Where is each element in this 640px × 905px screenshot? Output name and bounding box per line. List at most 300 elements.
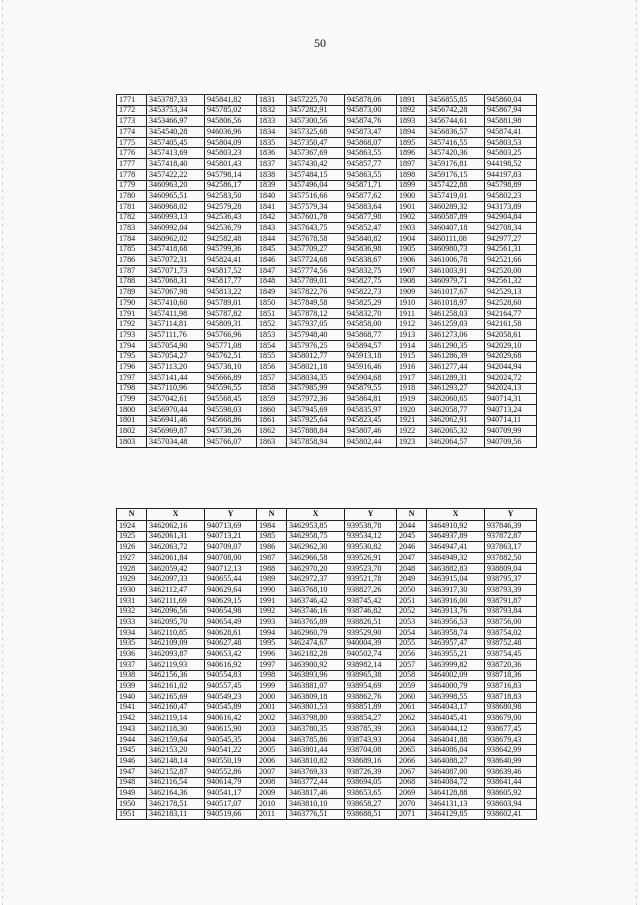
table-row (117, 223, 537, 234)
y-coordinate-cell: 945864,81 (345, 394, 397, 405)
x-coordinate-cell: 3461290,35 (427, 340, 485, 351)
point-number-cell: 1918 (397, 383, 427, 394)
x-coordinate-cell: 3460992,04 (147, 223, 205, 234)
point-number-cell: 1787 (117, 266, 147, 277)
y-coordinate-cell: 945863,55 (345, 148, 397, 159)
point-number-cell: 1893 (397, 116, 427, 127)
table-row (117, 617, 537, 628)
point-number-cell: 1908 (397, 276, 427, 287)
y-coordinate-cell: 945802,23 (485, 191, 537, 202)
point-number-cell: 1916 (397, 362, 427, 373)
table-row (117, 766, 537, 777)
point-number-cell: 1911 (397, 308, 427, 319)
point-number-cell: 1912 (397, 319, 427, 330)
y-coordinate-cell: 940712,13 (205, 563, 257, 574)
table-row (117, 649, 537, 660)
point-number-cell: 1788 (117, 276, 147, 287)
y-coordinate-cell: 940629,15 (205, 595, 257, 606)
y-coordinate-cell: 938795,37 (485, 574, 537, 585)
point-number-cell: 1990 (257, 585, 287, 596)
point-number-cell: 1915 (397, 351, 427, 362)
y-coordinate-cell: 942586,17 (205, 180, 257, 191)
point-number-cell: 1899 (397, 180, 427, 191)
x-coordinate-cell: 3460979,71 (427, 276, 485, 287)
y-coordinate-cell: 945596,55 (205, 383, 257, 394)
x-coordinate-cell: 3457422,22 (147, 169, 205, 180)
table-row (117, 362, 537, 373)
point-number-cell: 1801 (117, 415, 147, 426)
x-coordinate-cell: 3464084,72 (427, 777, 485, 788)
x-coordinate-cell: 3462116,54 (147, 777, 205, 788)
point-number-cell: 1839 (257, 180, 287, 191)
y-coordinate-cell: 940629,64 (205, 585, 257, 596)
table-row (117, 298, 537, 309)
y-coordinate-cell: 940616,42 (205, 713, 257, 724)
x-coordinate-cell: 3463801,44 (287, 745, 345, 756)
y-coordinate-cell: 940545,35 (205, 734, 257, 745)
point-number-cell: 1943 (117, 724, 147, 735)
point-number-cell: 2060 (397, 692, 427, 703)
y-coordinate-cell: 940628,61 (205, 627, 257, 638)
x-coordinate-cell: 3462178,51 (147, 798, 205, 809)
point-number-cell: 1900 (397, 191, 427, 202)
y-coordinate-cell: 945877,98 (345, 212, 397, 223)
point-number-cell: 1927 (117, 553, 147, 564)
point-number-cell: 2066 (397, 756, 427, 767)
y-coordinate-cell: 938639,46 (485, 766, 537, 777)
x-coordinate-cell: 3462159,64 (147, 734, 205, 745)
table-row (117, 255, 537, 266)
point-number-cell: 1991 (257, 595, 287, 606)
x-coordinate-cell: 3457300,56 (287, 116, 345, 127)
x-coordinate-cell: 3462156,36 (147, 670, 205, 681)
point-number-cell: 1798 (117, 383, 147, 394)
y-coordinate-cell: 938658,27 (345, 798, 397, 809)
point-number-cell: 1782 (117, 212, 147, 223)
x-coordinate-cell: 3457072,31 (147, 255, 205, 266)
x-coordinate-cell: 3459176,15 (427, 169, 485, 180)
point-number-cell: 1789 (117, 287, 147, 298)
x-coordinate-cell: 3457350,47 (287, 137, 345, 148)
x-coordinate-cell: 3460965,51 (147, 191, 205, 202)
point-number-cell: 1771 (117, 95, 147, 106)
y-coordinate-cell: 937863,17 (485, 542, 537, 553)
point-number-cell: 1846 (257, 255, 287, 266)
y-coordinate-cell: 940709,99 (485, 426, 537, 437)
x-coordinate-cell: 3462096,56 (147, 606, 205, 617)
left-scan-edge (2, 0, 3, 905)
y-coordinate-cell: 945841,82 (205, 95, 257, 106)
point-number-cell: 1863 (257, 437, 287, 448)
point-number-cell: 1848 (257, 276, 287, 287)
y-coordinate-cell: 945832,70 (345, 308, 397, 319)
y-coordinate-cell: 945785,02 (205, 105, 257, 116)
point-number-cell: 1913 (397, 330, 427, 341)
point-number-cell: 2068 (397, 777, 427, 788)
x-coordinate-cell: 3462962,30 (287, 542, 345, 553)
x-coordinate-cell: 3454540,28 (147, 127, 205, 138)
point-number-cell: 1950 (117, 798, 147, 809)
table-row (117, 437, 537, 448)
x-coordinate-cell: 3462111,69 (147, 595, 205, 606)
point-number-cell: 2053 (397, 617, 427, 628)
x-coordinate-cell: 3461259,03 (427, 319, 485, 330)
y-coordinate-cell: 945913,18 (345, 351, 397, 362)
y-coordinate-cell: 942579,28 (205, 201, 257, 212)
y-coordinate-cell: 945817,77 (205, 276, 257, 287)
y-coordinate-cell: 939521,78 (345, 574, 397, 585)
y-coordinate-cell: 945799,36 (205, 244, 257, 255)
x-coordinate-cell: 3463900,92 (287, 659, 345, 670)
x-coordinate-cell: 3456836,57 (427, 127, 485, 138)
x-coordinate-cell: 3463798,80 (287, 713, 345, 724)
y-coordinate-cell: 940616,92 (205, 659, 257, 670)
x-coordinate-cell: 3456969,87 (147, 426, 205, 437)
x-coordinate-cell: 3461258,03 (427, 308, 485, 319)
point-number-cell: 2054 (397, 627, 427, 638)
x-coordinate-cell: 3463916,00 (427, 595, 485, 606)
y-coordinate-cell: 944198,52 (485, 159, 537, 170)
point-number-cell: 1790 (117, 298, 147, 309)
table-row (117, 788, 537, 799)
x-coordinate-cell: 3463810,82 (287, 756, 345, 767)
point-number-cell: 1921 (397, 415, 427, 426)
point-number-cell: 1986 (257, 542, 287, 553)
x-coordinate-cell: 3464131,13 (427, 798, 485, 809)
x-coordinate-cell: 3457418,68 (147, 244, 205, 255)
point-number-cell: 1951 (117, 809, 147, 820)
y-coordinate-cell: 938826,51 (345, 617, 397, 628)
y-coordinate-cell: 940713,21 (205, 531, 257, 542)
x-coordinate-cell: 3464043,17 (427, 702, 485, 713)
point-number-cell: 2069 (397, 788, 427, 799)
table-row (117, 585, 537, 596)
point-number-cell: 1895 (397, 137, 427, 148)
x-coordinate-cell: 3462165,69 (147, 692, 205, 703)
table-row (117, 692, 537, 703)
y-coordinate-cell: 945803,25 (485, 148, 537, 159)
point-number-cell: 1785 (117, 244, 147, 255)
point-number-cell: 1995 (257, 638, 287, 649)
point-number-cell: 1775 (117, 137, 147, 148)
x-coordinate-cell: 3457141,44 (147, 372, 205, 383)
x-coordinate-cell: 3462119,93 (147, 659, 205, 670)
x-coordinate-cell: 3457225,70 (287, 95, 345, 106)
table-row (117, 542, 537, 553)
table-row (117, 127, 537, 138)
y-coordinate-cell: 938642,99 (485, 745, 537, 756)
y-coordinate-cell: 945568,45 (205, 394, 257, 405)
x-coordinate-cell: 3462095,70 (147, 617, 205, 628)
x-coordinate-cell: 3457774,56 (287, 266, 345, 277)
point-number-cell: 1935 (117, 638, 147, 649)
point-number-cell: 2057 (397, 659, 427, 670)
x-coordinate-cell: 3463957,47 (427, 638, 485, 649)
x-coordinate-cell: 3463915,04 (427, 574, 485, 585)
y-coordinate-cell: 938791,87 (485, 595, 537, 606)
y-coordinate-cell: 938680,98 (485, 702, 537, 713)
x-coordinate-cell: 3463893,96 (287, 670, 345, 681)
x-coordinate-cell: 3457937,05 (287, 319, 345, 330)
x-coordinate-cell: 3457972,36 (287, 394, 345, 405)
point-number-cell: 2071 (397, 809, 427, 820)
y-coordinate-cell: 939526,91 (345, 553, 397, 564)
y-coordinate-cell: 938689,16 (345, 756, 397, 767)
x-coordinate-cell: 3463769,33 (287, 766, 345, 777)
column-header: X (427, 509, 485, 521)
y-coordinate-cell: 942521,66 (485, 255, 537, 266)
y-coordinate-cell: 942561,31 (485, 244, 537, 255)
x-coordinate-cell: 3463913,76 (427, 606, 485, 617)
x-coordinate-cell: 3462182,28 (287, 649, 345, 660)
y-coordinate-cell: 945877,62 (345, 191, 397, 202)
table-row (117, 276, 537, 287)
point-number-cell: 1896 (397, 148, 427, 159)
y-coordinate-cell: 938862,76 (345, 692, 397, 703)
y-coordinate-cell: 945871,71 (345, 180, 397, 191)
table-row (117, 212, 537, 223)
point-number-cell: 1919 (397, 394, 427, 405)
y-coordinate-cell: 945868,77 (345, 330, 397, 341)
y-coordinate-cell: 937882,50 (485, 553, 537, 564)
point-number-cell: 1851 (257, 308, 287, 319)
point-number-cell: 1944 (117, 734, 147, 745)
x-coordinate-cell: 3456941,46 (147, 415, 205, 426)
y-coordinate-cell: 938679,43 (485, 734, 537, 745)
x-coordinate-cell: 3457068,31 (147, 276, 205, 287)
point-number-cell: 1834 (257, 127, 287, 138)
x-coordinate-cell: 3457411,98 (147, 308, 205, 319)
y-coordinate-cell: 945801,43 (205, 159, 257, 170)
x-coordinate-cell: 3462958,75 (287, 531, 345, 542)
point-number-cell: 1923 (397, 437, 427, 448)
x-coordinate-cell: 3457405,45 (147, 137, 205, 148)
x-coordinate-cell: 3458012,77 (287, 351, 345, 362)
table-row (117, 233, 537, 244)
x-coordinate-cell: 3457113,20 (147, 362, 205, 373)
y-coordinate-cell: 940517,07 (205, 798, 257, 809)
x-coordinate-cell: 3457496,04 (287, 180, 345, 191)
y-coordinate-cell: 945881,98 (485, 116, 537, 127)
point-number-cell: 1941 (117, 702, 147, 713)
table-row (117, 606, 537, 617)
table-row (117, 137, 537, 148)
point-number-cell: 1838 (257, 169, 287, 180)
table-row (117, 426, 537, 437)
x-coordinate-cell: 3461277,44 (427, 362, 485, 373)
x-coordinate-cell: 3460289,32 (427, 201, 485, 212)
y-coordinate-cell: 938982,14 (345, 659, 397, 670)
column-header: X (147, 509, 205, 521)
y-coordinate-cell: 945838,67 (345, 255, 397, 266)
y-coordinate-cell: 942029,10 (485, 340, 537, 351)
point-number-cell: 1922 (397, 426, 427, 437)
y-coordinate-cell: 945824,41 (205, 255, 257, 266)
table-row (117, 95, 537, 106)
x-coordinate-cell: 3462065,32 (427, 426, 485, 437)
x-coordinate-cell: 3456855,85 (427, 95, 485, 106)
point-number-cell: 1902 (397, 212, 427, 223)
column-header: X (287, 509, 345, 521)
y-coordinate-cell: 945809,31 (205, 319, 257, 330)
x-coordinate-cell: 3457067,98 (147, 287, 205, 298)
y-coordinate-cell: 945766,96 (205, 330, 257, 341)
y-coordinate-cell: 938679,00 (485, 713, 537, 724)
table-row (117, 415, 537, 426)
point-number-cell: 1856 (257, 362, 287, 373)
y-coordinate-cell: 945738,26 (205, 426, 257, 437)
y-coordinate-cell: 945873,47 (345, 127, 397, 138)
point-number-cell: 1987 (257, 553, 287, 564)
x-coordinate-cell: 3457985,99 (287, 383, 345, 394)
x-coordinate-cell: 3457418,40 (147, 159, 205, 170)
column-header: N (257, 509, 287, 521)
point-number-cell: 2065 (397, 745, 427, 756)
y-coordinate-cell: 940653,42 (205, 649, 257, 660)
y-coordinate-cell: 944197,83 (485, 169, 537, 180)
x-coordinate-cell: 3457042,61 (147, 394, 205, 405)
x-coordinate-cell: 3462148,14 (147, 756, 205, 767)
y-coordinate-cell: 939530,82 (345, 542, 397, 553)
point-number-cell: 1796 (117, 362, 147, 373)
point-number-cell: 1946 (117, 756, 147, 767)
point-number-cell: 1855 (257, 351, 287, 362)
table-row (117, 404, 537, 415)
x-coordinate-cell: 3457678,58 (287, 233, 345, 244)
y-coordinate-cell: 942561,32 (485, 276, 537, 287)
point-number-cell: 1903 (397, 223, 427, 234)
x-coordinate-cell: 3464086,04 (427, 745, 485, 756)
y-coordinate-cell: 942161,58 (485, 319, 537, 330)
point-number-cell: 1892 (397, 105, 427, 116)
y-coordinate-cell: 942164,77 (485, 308, 537, 319)
x-coordinate-cell: 3461273,06 (427, 330, 485, 341)
point-number-cell: 2004 (257, 734, 287, 745)
coordinates-table-2 (116, 508, 537, 820)
y-coordinate-cell: 942583,50 (205, 191, 257, 202)
y-coordinate-cell: 945789,01 (205, 298, 257, 309)
table-row (117, 201, 537, 212)
point-number-cell: 1794 (117, 340, 147, 351)
y-coordinate-cell: 939538,78 (345, 521, 397, 532)
point-number-cell: 1795 (117, 351, 147, 362)
x-coordinate-cell: 3463785,86 (287, 734, 345, 745)
point-number-cell: 1791 (117, 308, 147, 319)
point-number-cell: 2050 (397, 585, 427, 596)
point-number-cell: 2011 (257, 809, 287, 820)
point-number-cell: 2047 (397, 553, 427, 564)
x-coordinate-cell: 3463780,35 (287, 724, 345, 735)
point-number-cell: 1992 (257, 606, 287, 617)
y-coordinate-cell: 938726,39 (345, 766, 397, 777)
column-header: N (397, 509, 427, 521)
x-coordinate-cell: 3457948,40 (287, 330, 345, 341)
table-row (117, 809, 537, 820)
y-coordinate-cell: 942977,27 (485, 233, 537, 244)
point-number-cell: 1930 (117, 585, 147, 596)
point-number-cell: 1832 (257, 105, 287, 116)
point-number-cell: 2006 (257, 756, 287, 767)
point-number-cell: 1938 (117, 670, 147, 681)
y-coordinate-cell: 940627,48 (205, 638, 257, 649)
x-coordinate-cell: 3463810,10 (287, 798, 345, 809)
y-coordinate-cell: 945858,00 (345, 319, 397, 330)
y-coordinate-cell: 943173,89 (485, 201, 537, 212)
x-coordinate-cell: 3463809,18 (287, 692, 345, 703)
x-coordinate-cell: 3461003,91 (427, 266, 485, 277)
point-number-cell: 2056 (397, 649, 427, 660)
y-coordinate-cell: 940614,79 (205, 777, 257, 788)
x-coordinate-cell: 3457945,69 (287, 404, 345, 415)
x-coordinate-cell: 3462119,14 (147, 713, 205, 724)
y-coordinate-cell: 940708,00 (205, 553, 257, 564)
point-number-cell: 1774 (117, 127, 147, 138)
point-number-cell: 1773 (117, 116, 147, 127)
y-coordinate-cell: 940709,07 (205, 542, 257, 553)
x-coordinate-cell: 3463768,10 (287, 585, 345, 596)
x-coordinate-cell: 3463881,07 (287, 681, 345, 692)
x-coordinate-cell: 3461006,78 (427, 255, 485, 266)
x-coordinate-cell: 3457325,68 (287, 127, 345, 138)
point-number-cell: 1940 (117, 692, 147, 703)
point-number-cell: 1857 (257, 372, 287, 383)
point-number-cell: 1897 (397, 159, 427, 170)
y-coordinate-cell: 945823,45 (345, 415, 397, 426)
y-coordinate-cell: 940557,45 (205, 681, 257, 692)
point-number-cell: 2070 (397, 798, 427, 809)
table-row (117, 574, 537, 585)
x-coordinate-cell: 3462058,77 (427, 404, 485, 415)
point-number-cell: 1937 (117, 659, 147, 670)
table-row (117, 287, 537, 298)
y-coordinate-cell: 938754,45 (485, 649, 537, 660)
table-row (117, 627, 537, 638)
y-coordinate-cell: 945894,57 (345, 340, 397, 351)
x-coordinate-cell: 3464129,85 (427, 809, 485, 820)
table-row (117, 798, 537, 809)
y-coordinate-cell: 945804,09 (205, 137, 257, 148)
y-coordinate-cell: 945867,94 (485, 105, 537, 116)
point-number-cell: 1858 (257, 383, 287, 394)
x-coordinate-cell: 3462061,31 (147, 531, 205, 542)
table-row (117, 521, 537, 532)
y-coordinate-cell: 942904,84 (485, 212, 537, 223)
y-coordinate-cell: 945835,97 (345, 404, 397, 415)
point-number-cell: 1860 (257, 404, 287, 415)
y-coordinate-cell: 945874,76 (345, 116, 397, 127)
x-coordinate-cell: 3464128,88 (427, 788, 485, 799)
y-coordinate-cell: 938746,82 (345, 606, 397, 617)
x-coordinate-cell: 3463958,74 (427, 627, 485, 638)
x-coordinate-cell: 3463765,89 (287, 617, 345, 628)
x-coordinate-cell: 3462953,85 (287, 521, 345, 532)
y-coordinate-cell: 940549,23 (205, 692, 257, 703)
y-coordinate-cell: 940714,31 (485, 394, 537, 405)
x-coordinate-cell: 3464044,12 (427, 724, 485, 735)
x-coordinate-cell: 3461018,97 (427, 298, 485, 309)
point-number-cell: 1997 (257, 659, 287, 670)
point-number-cell: 1906 (397, 255, 427, 266)
y-coordinate-cell: 945803,23 (205, 148, 257, 159)
point-number-cell: 1945 (117, 745, 147, 756)
point-number-cell: 1847 (257, 266, 287, 277)
y-coordinate-cell: 938602,41 (485, 809, 537, 820)
x-coordinate-cell: 3457054,90 (147, 340, 205, 351)
x-coordinate-cell: 3457601,78 (287, 212, 345, 223)
point-number-cell: 1914 (397, 340, 427, 351)
x-coordinate-cell: 3457114,81 (147, 319, 205, 330)
point-number-cell: 1934 (117, 627, 147, 638)
